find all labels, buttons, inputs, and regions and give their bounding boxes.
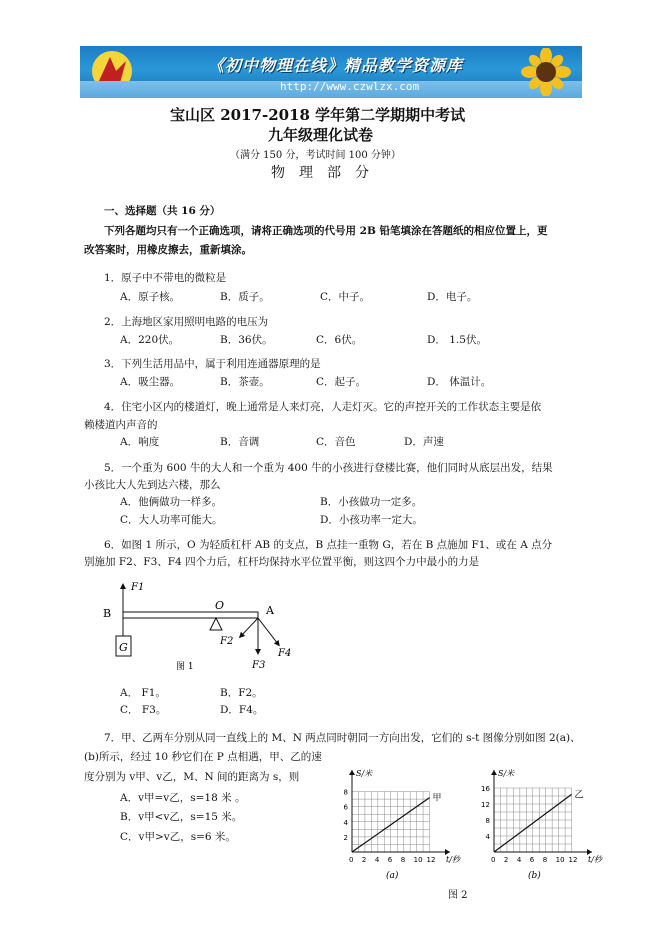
question-5-stem-1: 5．一个重为 600 牛的大人和一个重为 400 牛的小孩进行登楼比赛，他们同时从底层出发，结果 — [104, 462, 553, 474]
q6-option-d: D．F4。 — [220, 704, 264, 716]
label-f1: F1 — [131, 582, 145, 593]
x-tick-label: 0 — [349, 856, 354, 864]
section-heading: 一、选择题（共 16 分） — [104, 205, 221, 217]
figure-1-lever — [98, 576, 308, 676]
series-label: 甲 — [432, 793, 442, 804]
y-tick-label: 12 — [481, 801, 490, 809]
q4-option-d: D．声速 — [404, 436, 444, 448]
figure-1-caption: 图 1 — [176, 662, 194, 672]
q1-option-d: D．电子。 — [427, 291, 478, 303]
x-tick-label: 8 — [400, 856, 406, 864]
figure-2a-chart — [328, 764, 478, 886]
q2-option-c: C．6伏。 — [316, 334, 363, 346]
y-axis-arrow — [349, 770, 355, 775]
q5-option-d: D．小孩功率一定大。 — [320, 514, 423, 526]
figure-2-caption: 图 2 — [448, 890, 468, 901]
x-tick-label: 2 — [503, 856, 509, 864]
f4-arrow — [258, 618, 278, 644]
q4-option-a: A．响度 — [120, 436, 160, 448]
panel-label: (b) — [528, 871, 541, 881]
q3-option-b: B．茶壶。 — [220, 376, 270, 388]
question-6-stem-1: 6．如图 1 所示，O 为轻质杠杆 AB 的支点，B 点挂一重物 G，若在 B 点施加 F1、或在 A 点分 — [104, 539, 553, 551]
q2-option-d: D． 1.5伏。 — [427, 334, 487, 346]
q3-option-c: C．起子。 — [316, 376, 367, 388]
sunflower-icon — [514, 48, 572, 96]
q7-option-c: C．v甲>v乙，s=6 米。 — [120, 831, 236, 843]
label-o: O — [215, 599, 225, 612]
y-tick-label: 8 — [485, 817, 490, 825]
q4-option-c: C．音色 — [316, 436, 356, 448]
label-f3: F3 — [252, 660, 266, 671]
x-tick-label: 6 — [387, 856, 393, 864]
lever-bar — [123, 612, 258, 618]
exam-title: 宝山区 2017-2018 学年第二学期期中考试 — [170, 106, 466, 124]
series-label: 乙 — [574, 790, 584, 801]
question-6-stem-2: 别施加 F2、F3、F4 四个力后，杠杆均保持水平位置平衡，则这四个力中最小的力是 — [84, 556, 480, 568]
q3-option-d: D． 体温计。 — [427, 376, 492, 388]
question-7-stem-2: (b)所示，经过 10 秒它们在 P 点相遇，甲、乙的速 — [84, 751, 322, 763]
y-tick-label: 4 — [343, 818, 348, 827]
question-4-stem-1: 4．住宅小区内的楼道灯，晚上通常是人来灯亮，人走灯灭。它的声控开关的工作状态主要是依 — [104, 401, 542, 413]
exam-subtitle-title: 九年级理化试卷 — [268, 126, 374, 144]
q1-option-b: B．质子。 — [220, 291, 270, 303]
q5-option-a: A．他俩做功一样多。 — [120, 496, 223, 508]
q2-option-b: B．36伏。 — [220, 334, 273, 346]
x-axis-label: t/秒 — [588, 855, 602, 864]
y-tick-label: 6 — [343, 803, 348, 812]
q1-option-a: A．原子核。 — [120, 291, 181, 303]
q7-option-a: A．v甲=v乙，s=18 米 。 — [120, 792, 246, 804]
x-tick-label: 4 — [516, 856, 522, 864]
banner-url: http://www.czwlzx.com — [280, 80, 420, 93]
instruction-line-1: 下列各题均只有一个正确选项，请将正确选项的代号用 2B 铅笔填涂在答题纸的相应位置上，更 — [104, 225, 548, 237]
label-a: A — [266, 604, 274, 617]
banner-title: 《初中物理在线》精品教学资源库 — [208, 56, 464, 75]
label-g: G — [119, 641, 128, 654]
instruction-line-2: 改答案时，用橡皮擦去，重新填涂。 — [84, 244, 252, 256]
q4-option-b: B．音调 — [220, 436, 260, 448]
x-tick-label: 6 — [529, 856, 535, 864]
f2-arrow — [241, 618, 258, 636]
x-tick-label: 8 — [542, 856, 548, 864]
question-4-stem-2: 赖楼道内声音的 — [84, 419, 158, 431]
panel-label: (a) — [386, 871, 399, 881]
x-tick-label: 4 — [374, 856, 380, 864]
question-5-stem-2: 小孩比大人先到达六楼，那么 — [84, 479, 221, 491]
label-f2: F2 — [220, 636, 234, 647]
label-b: B — [103, 607, 112, 620]
x-tick-label: 10 — [555, 856, 565, 864]
q5-option-c: C．大人功率可能大。 — [120, 514, 223, 526]
x-tick-label: 10 — [413, 856, 423, 864]
header-banner — [80, 46, 582, 98]
q6-option-b: B．F2。 — [220, 687, 263, 699]
q7-option-b: B．v甲<v乙，s=15 米。 — [120, 811, 243, 823]
x-tick-label: 12 — [568, 856, 578, 864]
q6-option-a: A． F1。 — [120, 687, 166, 699]
section-title: 物 理 部 分 — [271, 165, 369, 181]
y-tick-label: 16 — [481, 785, 490, 793]
exam-meta: （满分 150 分，考试时间 100 分钟） — [230, 150, 401, 161]
question-2-stem: 2．上海地区家用照明电路的电压为 — [104, 316, 269, 328]
x-tick-label: 2 — [361, 856, 367, 864]
x-tick-label: 0 — [491, 856, 496, 864]
q6-option-c: C． F3。 — [120, 704, 167, 716]
q5-option-b: B．小孩做功一定多。 — [320, 496, 423, 508]
question-7-stem-1: 7．甲、乙两车分别从同一直线上的 M、N 两点同时朝同一方向出发，它们的 s-t 图像分别如图 2(a)、 — [104, 732, 581, 744]
figure-2b-chart — [470, 764, 620, 886]
y-tick-label: 2 — [343, 833, 348, 842]
question-1-stem: 1．原子中不带电的微粒是 — [104, 272, 227, 284]
question-7-stem-3: 度分别为 v甲、v乙，M、N 间的距离为 s，则 — [84, 771, 300, 783]
question-3-stem: 3．下列生活用品中，属于利用连通器原理的是 — [104, 358, 321, 370]
y-tick-label: 4 — [485, 833, 490, 841]
y-axis-label: S/米 — [498, 769, 515, 778]
y-axis-arrow — [491, 770, 497, 775]
label-f4: F4 — [278, 648, 292, 659]
fulcrum — [210, 618, 222, 630]
x-tick-label: 12 — [426, 856, 436, 864]
q3-option-a: A．吸尘器。 — [120, 376, 181, 388]
q2-option-a: A．220伏。 — [120, 334, 180, 346]
q1-option-c: C．中子。 — [320, 291, 371, 303]
x-axis-label: t/秒 — [446, 855, 460, 864]
y-tick-label: 8 — [343, 788, 348, 797]
y-axis-label: S/米 — [356, 769, 373, 778]
